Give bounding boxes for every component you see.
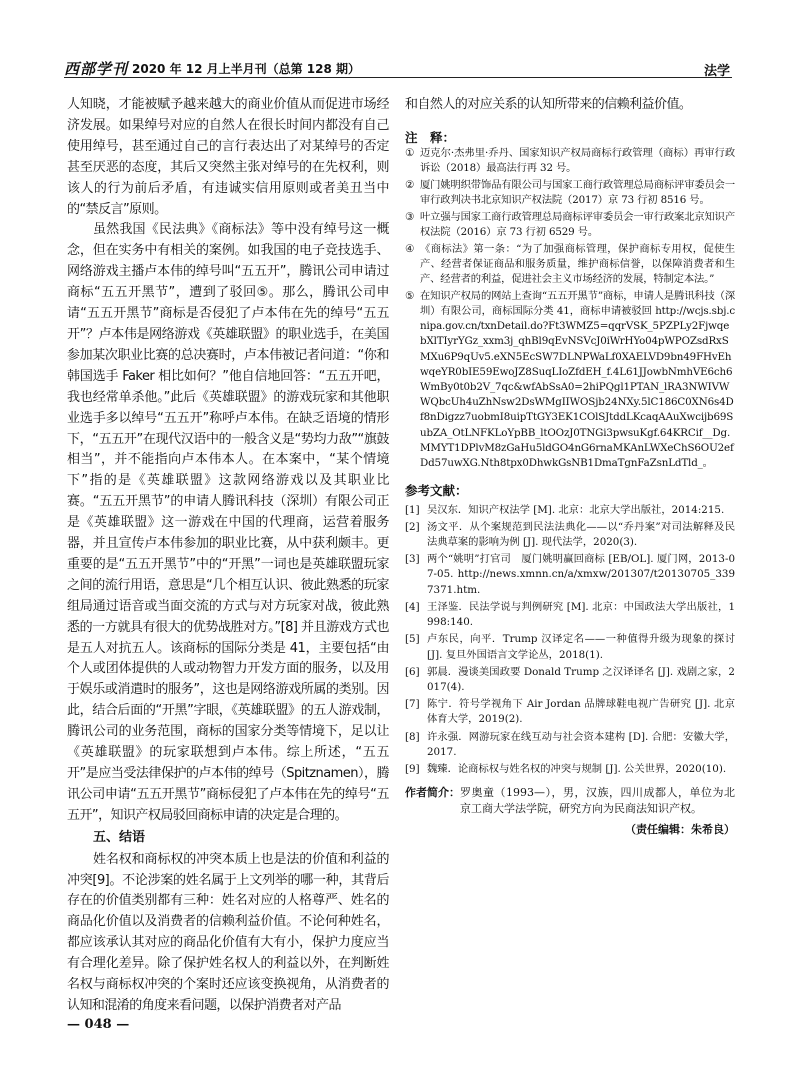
header-rule [64, 77, 732, 78]
reference-text: 卢东民，向平．Trump 汉译定名——一种值得升级为现象的探讨 [J]. 复旦外国语言文学论丛，2018(1). [427, 633, 735, 661]
reference-mark: [3] [405, 553, 420, 566]
right-column [405, 95, 735, 837]
reference-item [405, 503, 735, 518]
note-mark: ⑤ [405, 289, 415, 302]
page-number: — 048 — [67, 1017, 130, 1032]
author-bio [405, 785, 735, 817]
references-list [405, 503, 735, 777]
reference-item [405, 697, 735, 727]
reference-text: 王泽鉴．民法学说与判例研究 [M]. 北京：中国政法大学出版社，1998:140. [427, 600, 735, 629]
reference-mark: [5] [405, 633, 420, 646]
notes-title: 注 释： [405, 129, 456, 145]
reference-text: 吴汉东．知识产权法学 [M]. 北京：北京大学出版社，2014:215. [427, 503, 725, 516]
reference-item [405, 632, 735, 662]
note-mark: ③ [405, 210, 415, 223]
responsible-editor: （责任编辑：朱希良） [625, 822, 735, 836]
note-mark: ① [405, 146, 415, 159]
references-title: 参考文献： [405, 482, 468, 498]
reference-item [405, 665, 735, 695]
author-label: 作者简介： [405, 786, 460, 800]
body-paragraph: 人知晓，才能被赋予越来越大的商业价值从而促进市场经济发展。如果绰号对应的自然人在很长时间内都没有自己使用绰号，甚至通过自己的言行表达出了对某绰号的否定甚至厌恶的态度，其后又突然主张对绰号的在先权利，则该人的行为前后矛盾，有违诚实信用原则或者美丑当中的“禁反言”原则。 [67, 97, 389, 217]
note-text: 叶立强与国家工商行政管理总局商标评审委员会一审行政案北京知识产权法院（2016）京 73 行初 6529 号。 [420, 210, 735, 238]
reference-mark: [6] [405, 665, 420, 678]
note-mark: ④ [405, 242, 415, 255]
reference-mark: [2] [405, 520, 420, 533]
body-paragraph: 姓名权和商标权的冲突本质上也是法的价值和利益的冲突[9]。不论涉案的姓名属于上文列举的哪一种，其背后存在的价值类别都有三种：姓名对应的人格尊严、姓名的商品化价值以及消费者的信赖利益价值。不论何种姓名，都应该承认其对应的商品化价值有大有小，保护力度应当有合理化差异。除了保护姓名权人的利益以外，在判断姓名权与商标权冲突的个案时还应该变换视角，从消费者的认知和混淆的角度来看问题，以保护消费者对产品 [67, 851, 389, 1013]
note-text: 在知识产权局的网站上查询“五五开黑节”商标，申请人是腾讯科技（深圳）有限公司，商标国际分类 41，商标申请被驳回 http://wcjs.sbj.cnipa.gov.cn/txnDetail.do?Ft3WMZ5=qqrVSK_5PZPLy2FjwqebXlTIyrYGz_xxm3j_qhBl9qEvNSVcJ0iWrHYo04pWPOZsdRxSMXu6P9qUv5.eXN5EcSW7DLNPWaLf0XAELVD9bn49FHvEhwqeYR0bIE59EwoJZ8SuqLIoZfdEH_f.4L61JJowbNmhVE6ch6WmBy0t0b2V_7qc&wfAbSsA0=2hiPQgl1PTAN_lRA3NWIVWWQbcUh4uZhNsw2DsWMgIIWOSjb24NXy.5lC186C0XN6s4Df8nDigzz7uobmI8uipTtGY3EK1COlSJtddLKcaqAAuXwcijb69SubZA_OtLNFKLoYpBB_ltOOzJ0TNGi3pwsuKgf.64KRCif__Dg.MMYT1DPlvM8zGaHu5ldGO4nG6rnaMKAnLWXeChS6OU2efDd57uwXG.Nth8tpx0DhwkGsNB1DmaTgnFaZsnLdTld_。 [420, 289, 735, 469]
note-item [405, 289, 735, 471]
reference-item [405, 552, 735, 598]
issue-info: 2020 年 12 月上半月刊（总第 128 期） [132, 62, 361, 76]
reference-text: 许永强．网游玩家在线互动与社会资本建构 [D]. 合肥：安徽大学，2017. [427, 730, 735, 758]
note-item [405, 146, 735, 176]
reference-text: 陈宁．符号学视角下 Air Jordan 品牌球鞋电视广告研究 [J]. 北京体育大学，2019(2). [427, 698, 735, 726]
reference-mark: [1] [405, 503, 420, 516]
note-item [405, 210, 735, 240]
note-item [405, 242, 735, 288]
reference-text: 汤文平．从个案规范到民法法典化——以“乔丹案”对司法解释及民法典草案的影响为例 [J]. 现代法学，2020(3). [427, 520, 735, 549]
note-mark: ② [405, 178, 415, 191]
note-item [405, 178, 735, 208]
body-paragraph: 和自然人的对应关系的认知所带来的信赖利益价值。 [405, 97, 692, 112]
page-header [64, 52, 732, 78]
reference-text: 两个“姚明”打官司 厦门姚明赢回商标 [EB/OL]. 厦门网，2013-07-05. http://news.xmnn.cn/a/xmxw/201307/t20130705_3397371.htm. [427, 553, 735, 596]
reference-item [405, 762, 735, 777]
note-text: 厦门姚明织带饰品有限公司与国家工商行政管理总局商标评审委员会一审行政判决书北京知识产权法院（2017）京 73 行初 8516 号。 [420, 178, 735, 207]
reference-mark: [9] [405, 762, 420, 775]
reference-text: 郭晨．漫谈美国政要 Donald Trump 之汉译译名 [J]. 戏剧之家，2017(4). [427, 665, 735, 693]
section-heading: 五、结语 [93, 829, 146, 845]
left-column [67, 95, 389, 1017]
notes-list [405, 146, 735, 471]
reference-item [405, 730, 735, 760]
reference-item [405, 600, 735, 630]
reference-mark: [8] [405, 730, 420, 743]
section-label: 法学 [703, 64, 730, 79]
reference-mark: [4] [405, 600, 420, 613]
reference-mark: [7] [405, 698, 420, 711]
note-text: 迈克尔·杰弗里·乔丹、国家知识产权局商标行政管理（商标）再审行政诉讼（2018）最高法行再 32 号。 [420, 146, 735, 175]
reference-item [405, 520, 735, 550]
note-text: 《商标法》第一条：“为了加强商标管理，保护商标专用权，促使生产、经营者保证商品和服务质量，维护商标信誉，以保障消费者和生产、经营者的利益，促进社会主义市场经济的发展，特制定本法。” [420, 242, 735, 286]
author-text: 罗奥童（1993—），男，汉族，四川成都人，单位为北京工商大学法学院，研究方向为民商法知识产权。 [460, 786, 735, 816]
journal-name: 西部学刊 [64, 60, 129, 78]
reference-text: 魏臻．论商标权与姓名权的冲突与规制 [J]. 公关世界，2020(10). [427, 762, 727, 775]
body-paragraph: 虽然我国《民法典》《商标法》等中没有绰号这一概念，但在实务中有相关的案例。如我国的电子竞技选手、网络游戏主播卢本伟的绰号叫“五五开”，腾讯公司申请过商标“五五开黑节”，遭到了驳回⑤。那么，腾讯公司申请“五五开黑节”商标是否侵犯了卢本伟在先的绰号“五五开”？卢本伟是网络游戏《英雄联盟》的职业选手，在美国参加某次职业比赛的总决赛时，卢本伟被记者问道：“你和韩国选手 Faker 相比如何？”他自信地回答：“五五开吧，我也经常单杀他。”此后《英雄联盟》的游戏玩家和其他职业选手多以绰号“五五开”称呼卢本伟。在缺乏语境的情形下，“五五开”在现代汉语中的一般含义是“势均力敌”“旗鼓相当”，并不能指向卢本伟本人。在本案中，“某个情境下”指的是《英雄联盟》这款网络游戏以及其职业比赛。“五五开黑节”的申请人腾讯科技（深圳）有限公司正是《英雄联盟》这一游戏在中国的代理商，运营着服务器，并且宣传卢本伟参加的职业比赛，从中获利颇丰。更重要的是“五五开黑节”中的“开黑”一词也是英雄联盟玩家之间的流行用语，意思是“几个相互认识、彼此熟悉的玩家组局通过语音或当面交流的方式与对方玩家对战，彼此熟悉的一方就具有很大的优势战胜对方。”[8] 并且游戏方式也是五人对抗五人。该商标的国际分类是 41，主要包括“由个人或团体提供的人或动物智力开发方面的服务，以及用于娱乐或消遣时的服务”，这也是网络游戏所属的类别。因此，结合后面的“开黑”字眼，《英雄联盟》的五人游戏制，腾讯公司的业务范围，商标的国家分类等情境下，足以让《英雄联盟》的玩家联想到卢本伟。综上所述，“五五开”是应当受法律保护的卢本伟的绰号（Spitznamen），腾讯公司申请“五五开黑节”商标侵犯了卢本伟在先的绰号“五五开”，知识产权局驳回商标申请的决定是合理的。 [67, 222, 389, 823]
